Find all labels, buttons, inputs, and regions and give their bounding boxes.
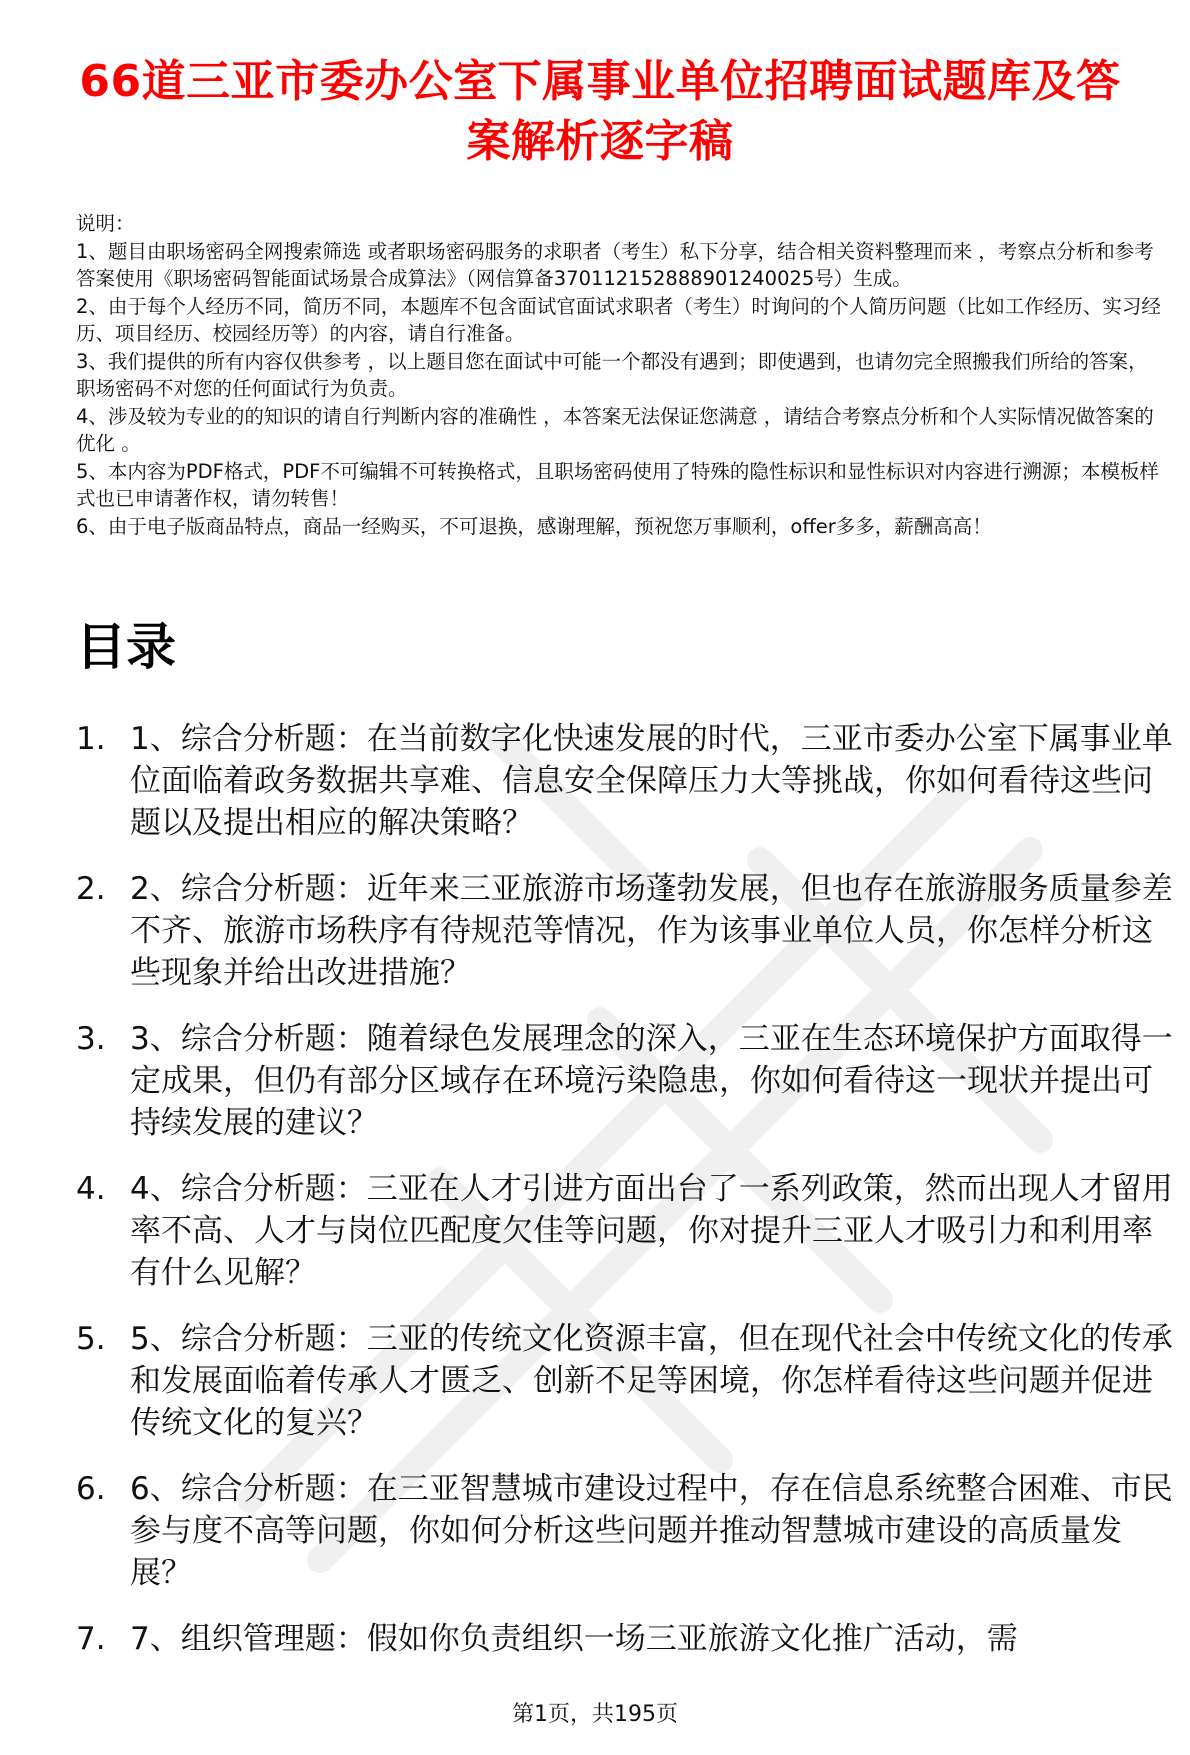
toc-item-text: 1、综合分析题：在当前数字化快速发展的时代，三亚市委办公室下属事业单位面临着政务数据共享难、信息安全保障压力大等挑战，你如何看待这些问题以及提出相应的解决策略？	[130, 721, 1173, 841]
toc-heading: 目录	[76, 618, 176, 676]
document-title: 66道三亚市委办公室下属事业单位招聘面试题库及答案解析逐字稿	[79, 56, 1121, 167]
toc-item-text: 5、综合分析题：三亚的传统文化资源丰富，但在现代社会中传统文化的传承和发展面临着传承人才匮乏、创新不足等困境，你怎样看待这些问题并促进传统文化的复兴？	[130, 1321, 1173, 1441]
toc-item-number: 2.	[76, 871, 106, 907]
toc-item[interactable]	[76, 1168, 1174, 1294]
toc-item-number: 3.	[76, 1021, 106, 1057]
note-item: 1、题目由职场密码全网搜索筛选 或者职场密码服务的求职者（考生）私下分享，结合相关资料整理而来 ，考察点分析和参考答案使用《职场密码智能面试场景合成算法》（网信算备370112152888901240025号）生成。	[76, 239, 1154, 290]
toc-item-text: 3、综合分析题：随着绿色发展理念的深入，三亚在生态环境保护方面取得一定成果，但仍有部分区域存在环境污染隐患，你如何看待这一现状并提出可持续发展的建议？	[130, 1021, 1173, 1141]
note-item: 2、由于每个人经历不同，简历不同，本题库不包含面试官面试求职者（考生）时询问的个人简历问题（比如工作经历、实习经历、项目经历、校园经历等）的内容，请自行准备。	[76, 294, 1161, 345]
note-item: 5、本内容为PDF格式，PDF不可编辑不可转换格式，且职场密码使用了特殊的隐性标识和显性标识对内容进行溯源；本模板样式也已申请著作权，请勿转售！	[76, 459, 1159, 510]
toc-list	[76, 718, 1174, 1684]
toc-item[interactable]	[76, 1618, 1174, 1660]
notes-label: 说明：	[76, 212, 135, 235]
toc-item[interactable]	[76, 1018, 1174, 1144]
toc-item[interactable]	[76, 718, 1174, 844]
toc-item-number: 5.	[76, 1321, 106, 1357]
toc-item-text: 6、综合分析题：在三亚智慧城市建设过程中，存在信息系统整合困难、市民参与度不高等问题，你如何分析这些问题并推动智慧城市建设的高质量发展？	[130, 1471, 1173, 1591]
toc-item[interactable]	[76, 1318, 1174, 1444]
toc-item-text: 7、组织管理题：假如你负责组织一场三亚旅游文化推广活动，需	[130, 1621, 1018, 1657]
toc-item-text: 2、综合分析题：近年来三亚旅游市场蓬勃发展，但也存在旅游服务质量参差不齐、旅游市场秩序有待规范等情况，作为该事业单位人员，你怎样分析这些现象并给出改进措施？	[130, 871, 1173, 991]
toc-item[interactable]	[76, 1468, 1174, 1594]
toc-item[interactable]	[76, 868, 1174, 994]
note-item: 3、我们提供的所有内容仅供参考 ，以上题目您在面试中可能一个都没有遇到；即使遇到，也请勿完全照搬我们所给的答案，职场密码不对您的任何面试行为负责。	[76, 349, 1148, 400]
toc-item-number: 7.	[76, 1621, 106, 1657]
note-item: 4、涉及较为专业的的知识的请自行判断内容的准确性 ，本答案无法保证您满意 ，请结合考察点分析和个人实际情况做答案的优化 。	[76, 404, 1154, 455]
note-item: 6、由于电子版商品特点，商品一经购买，不可退换，感谢理解，预祝您万事顺利，offer多多，薪酬高高！	[76, 514, 992, 538]
toc-item-number: 1.	[76, 721, 106, 757]
toc-item-text: 4、综合分析题：三亚在人才引进方面出台了一系列政策，然而出现人才留用率不高、人才与岗位匹配度欠佳等问题，你对提升三亚人才吸引力和利用率有什么见解？	[130, 1171, 1173, 1291]
page-footer: 第1页，共195页	[512, 1702, 678, 1727]
notes-section	[76, 210, 1164, 540]
toc-item-number: 4.	[76, 1171, 106, 1207]
toc-item-number: 6.	[76, 1471, 106, 1507]
